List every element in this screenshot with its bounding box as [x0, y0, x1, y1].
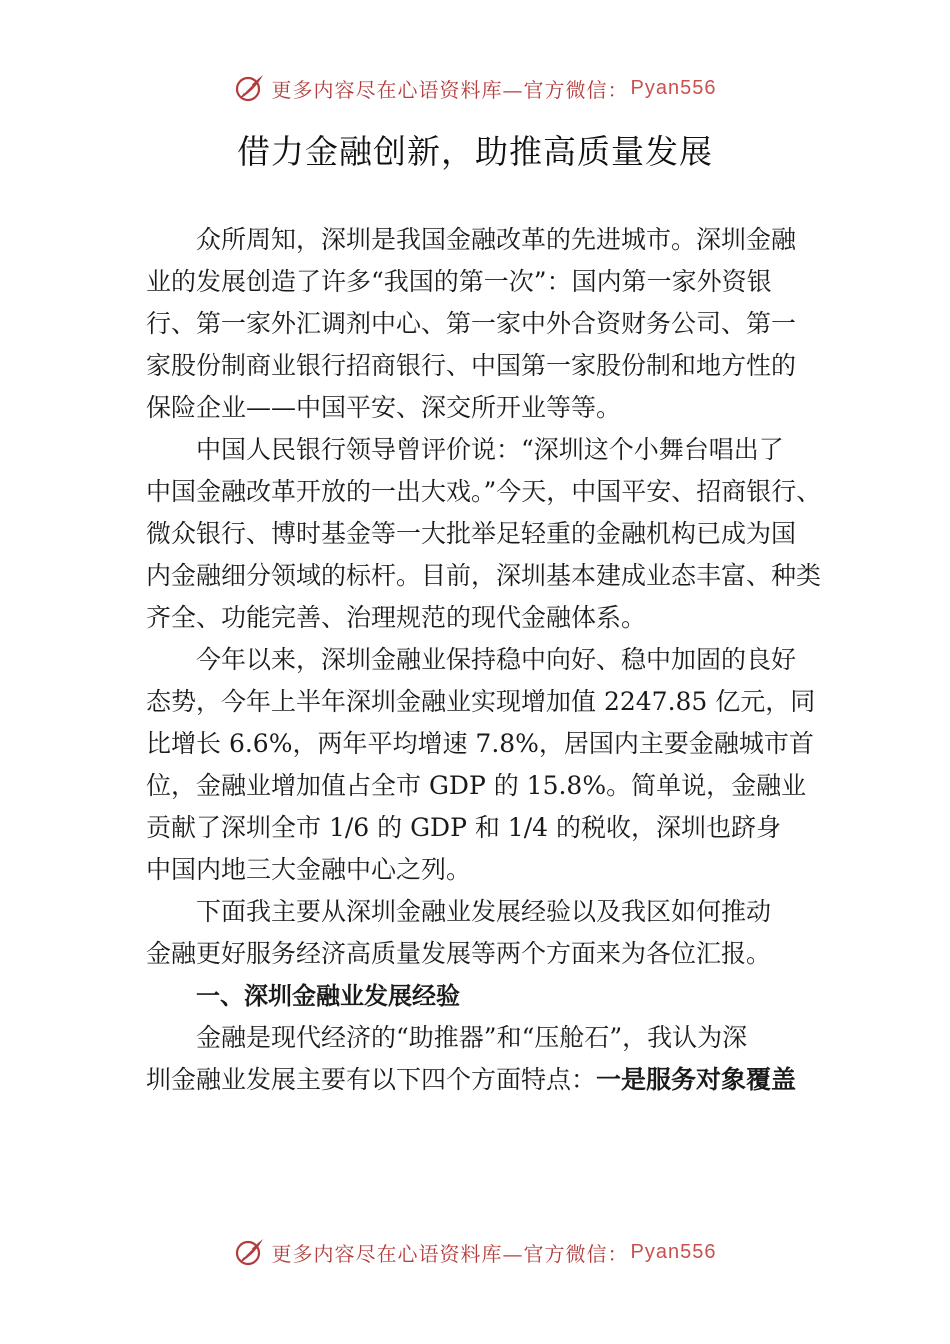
paragraph-3: [146, 639, 814, 891]
paragraph-1: [146, 219, 814, 429]
text-line: 众所周知，深圳是我国金融改革的先进城市。深圳金融: [196, 225, 797, 254]
text-line: 中国人民银行领导曾评价说：“深圳这个小舞台唱出了: [196, 435, 784, 464]
paragraph-5: [146, 1017, 814, 1101]
text-normal: 圳金融业发展主要有以下四个方面特点：: [146, 1065, 597, 1094]
text-line: 金融更好服务经济高质量发展等两个方面来为各位汇报。: [146, 939, 772, 968]
document-title: 借力金融创新，助推高质量发展: [237, 132, 713, 171]
watermark-wechat-id: Pyan556: [630, 76, 717, 99]
text-line: 中国金融改革开放的一出大戏。”今天，中国平安、招商银行、: [146, 477, 822, 506]
watermark-wechat-id: Pyan556: [630, 1240, 717, 1263]
text-line: 中国内地三大金融中心之列。: [146, 855, 472, 884]
text-bold-emphasis: 一是服务对象覆盖: [596, 1065, 797, 1094]
text-line: 态势，今年上半年深圳金融业实现增加值 2247.85 亿元，同: [146, 687, 816, 716]
quill-logo-icon: [234, 72, 266, 104]
text-line: 保险企业——中国平安、深交所开业等等。: [146, 393, 622, 422]
text-line: 贡献了深圳全市 1/6 的 GDP 和 1/4 的税收，深圳也跻身: [146, 813, 781, 842]
text-line: 家股份制商业银行招商银行、中国第一家股份制和地方性的: [146, 351, 797, 380]
text-line: 比增长 6.6%，两年平均增速 7.8%，居国内主要金融城市首: [146, 729, 814, 758]
document-body: [146, 219, 822, 1101]
watermark-header: [0, 72, 950, 104]
paragraph-4: [146, 891, 814, 975]
watermark-text: 更多内容尽在心语资料库—官方微信：: [271, 77, 629, 102]
paragraph-2: [146, 429, 822, 639]
text-line: 内金融细分领域的标杆。目前，深圳基本建成业态丰富、种类: [146, 561, 822, 590]
text-line: 齐全、功能完善、治理规范的现代金融体系。: [146, 603, 647, 632]
text-line: 位，金融业增加值占全市 GDP 的 15.8%。简单说，金融业: [146, 771, 807, 800]
text-line: 微众银行、博时基金等一大批举足轻重的金融机构已成为国: [146, 519, 797, 548]
watermark-text: 更多内容尽在心语资料库—官方微信：: [271, 1241, 629, 1266]
section-heading: 一、深圳金融业发展经验: [196, 982, 460, 1010]
text-line: 金融是现代经济的“助推器”和“压舱石”，我认为深: [196, 1023, 748, 1052]
text-line: 今年以来，深圳金融业保持稳中向好、稳中加固的良好: [196, 645, 797, 674]
text-line: 行、第一家外汇调剂中心、第一家中外合资财务公司、第一: [146, 309, 797, 338]
watermark-footer: [0, 1236, 950, 1268]
text-line: [146, 1059, 814, 1101]
text-line: 下面我主要从深圳金融业发展经验以及我区如何推动: [196, 897, 772, 926]
text-line: 业的发展创造了许多“我国的第一次”：国内第一家外资银: [146, 267, 772, 296]
quill-logo-icon: [234, 1236, 266, 1268]
